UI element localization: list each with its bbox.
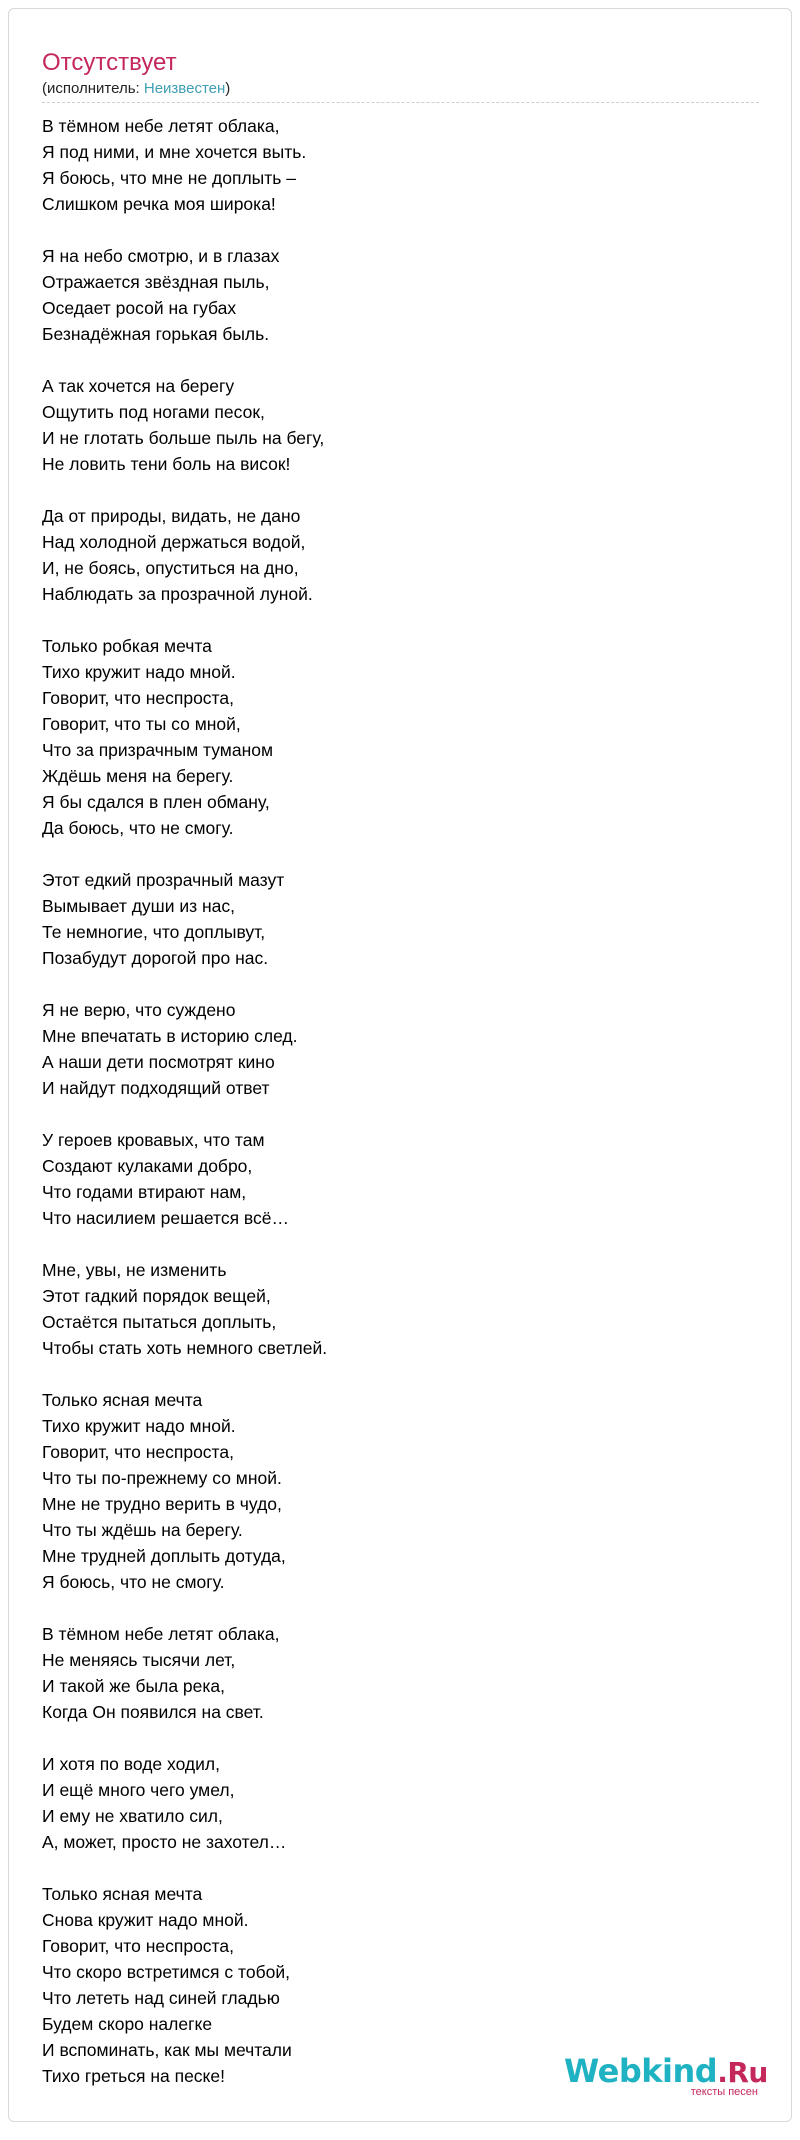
artist-suffix: )	[225, 80, 231, 97]
lyrics-line: Говорит, что неспроста,	[42, 688, 234, 708]
lyrics-line: Ждёшь меня на берегу.	[42, 766, 234, 786]
lyrics-stanza	[42, 1387, 602, 1595]
lyrics-line: Я на небо смотрю, и в глазах	[42, 246, 280, 266]
lyrics-line: Тихо кружит надо мной.	[42, 1416, 236, 1436]
lyrics-stanza	[42, 373, 602, 477]
title-divider	[42, 102, 759, 103]
lyrics-line: И вспоминать, как мы мечтали	[42, 2040, 292, 2060]
lyrics-line: Будем скоро налегке	[42, 2014, 213, 2034]
lyrics-line: Тихо кружит надо мной.	[42, 662, 236, 682]
lyrics-line: Снова кружит надо мной.	[42, 1910, 249, 1930]
lyrics-line: Мне трудней доплыть дотуда,	[42, 1546, 286, 1566]
lyrics-line: И, не боясь, опуститься на дно,	[42, 558, 299, 578]
lyrics-line: Остаётся пытаться доплыть,	[42, 1312, 277, 1332]
lyrics-line: И не глотать больше пыль на бегу,	[42, 428, 325, 448]
lyrics-line: Да боюсь, что не смогу.	[42, 818, 234, 838]
lyrics-line: Вымывает души из нас,	[42, 896, 236, 916]
lyrics-line: Я не верю, что суждено	[42, 1000, 236, 1020]
lyrics-line: У героев кровавых, что там	[42, 1130, 265, 1150]
lyrics-line: Я под ними, и мне хочется выть.	[42, 142, 307, 162]
lyrics-line: Что годами втирают нам,	[42, 1182, 247, 1202]
lyrics-line: Что ты по-прежнему со мной.	[42, 1468, 282, 1488]
lyrics-line: Когда Он появился на свет.	[42, 1702, 264, 1722]
lyrics-stanza	[42, 1881, 602, 2089]
lyrics-line: Говорит, что неспроста,	[42, 1442, 234, 1462]
lyrics-line: Говорит, что ты со мной,	[42, 714, 241, 734]
lyrics-line: Мне впечатать в историю след.	[42, 1026, 298, 1046]
lyrics-line: Не ловить тени боль на висок!	[42, 454, 291, 474]
logo-main-text: Webkind	[564, 2052, 718, 2090]
lyrics-line: Что скоро встретимся с тобой,	[42, 1962, 290, 1982]
lyrics-line: Создают кулаками добро,	[42, 1156, 253, 1176]
artist-link[interactable]: Неизвестен	[143, 80, 226, 97]
lyrics-line: Я бы сдался в плен обману,	[42, 792, 270, 812]
logo-domain-text: .Ru	[717, 2056, 768, 2089]
lyrics-line: Что ты ждёшь на берегу.	[42, 1520, 243, 1540]
lyrics-line: И найдут подходящий ответ	[42, 1078, 270, 1098]
lyrics-stanza	[42, 1257, 602, 1361]
lyrics-line: Те немногие, что доплывут,	[42, 922, 266, 942]
lyrics-stanza	[42, 113, 602, 217]
lyrics-line: А так хочется на берегу	[42, 376, 235, 396]
lyrics-line: Тихо греться на песке!	[42, 2066, 225, 2086]
lyrics-line: Говорит, что неспроста,	[42, 1936, 234, 1956]
lyrics-line: Да от природы, видать, не дано	[42, 506, 301, 526]
lyrics-line: Только ясная мечта	[42, 1884, 203, 1904]
lyrics-line: А, может, просто не захотел…	[42, 1832, 287, 1852]
lyrics-stanza	[42, 867, 602, 971]
lyrics-line: Этот едкий прозрачный мазут	[42, 870, 285, 890]
webkind-logo[interactable]	[564, 2052, 768, 2099]
lyrics-line: И хотя по воде ходил,	[42, 1754, 220, 1774]
lyrics-stanza	[42, 503, 602, 607]
lyrics-line: Позабудут дорогой про нас.	[42, 948, 269, 968]
lyrics-line: Только робкая мечта	[42, 636, 212, 656]
lyrics-stanza	[42, 1751, 602, 1855]
lyrics-line: Наблюдать за прозрачной луной.	[42, 584, 313, 604]
lyrics-line: Не меняясь тысячи лет,	[42, 1650, 236, 1670]
lyrics-line: И ему не хватило сил,	[42, 1806, 223, 1826]
logo-tagline: тексты песен	[690, 2086, 758, 2098]
lyrics-line: Безнадёжная горькая быль.	[42, 324, 270, 344]
lyrics-line: Ощутить под ногами песок,	[42, 402, 265, 422]
lyrics-stanza	[42, 633, 602, 841]
lyrics-line: Мне, увы, не изменить	[42, 1260, 227, 1280]
lyrics-line: Отражается звёздная пыль,	[42, 272, 270, 292]
lyrics-body	[42, 113, 602, 2115]
lyrics-line: И такой же была река,	[42, 1676, 226, 1696]
lyrics-line: Мне не трудно верить в чудо,	[42, 1494, 282, 1514]
song-title: Отсутствует	[42, 49, 177, 76]
lyrics-line: Оседает росой на губах	[42, 298, 237, 318]
lyrics-stanza	[42, 243, 602, 347]
lyrics-line: Чтобы стать хоть немного светлей.	[42, 1338, 328, 1358]
lyrics-line: Только ясная мечта	[42, 1390, 203, 1410]
lyrics-line: Я боюсь, что мне не доплыть –	[42, 168, 296, 188]
lyrics-line: Что лететь над синей гладью	[42, 1988, 280, 2008]
artist-line	[42, 80, 230, 98]
lyrics-line: Что насилием решается всё…	[42, 1208, 289, 1228]
lyrics-stanza	[42, 997, 602, 1101]
lyrics-line: В тёмном небе летят облака,	[42, 1624, 280, 1644]
lyrics-line: Я боюсь, что не смогу.	[42, 1572, 225, 1592]
lyrics-line: Что за призрачным туманом	[42, 740, 273, 760]
lyrics-stanza	[42, 1621, 602, 1725]
lyrics-line: А наши дети посмотрят кино	[42, 1052, 275, 1072]
lyrics-line: Слишком речка моя широка!	[42, 194, 276, 214]
lyrics-line: Над холодной держаться водой,	[42, 532, 306, 552]
lyrics-line: И ещё много чего умел,	[42, 1780, 235, 1800]
lyrics-stanza	[42, 1127, 602, 1231]
artist-prefix: (исполнитель:	[42, 80, 144, 97]
lyrics-page	[8, 8, 792, 2122]
lyrics-line: В тёмном небе летят облака,	[42, 116, 280, 136]
lyrics-line: Этот гадкий порядок вещей,	[42, 1286, 271, 1306]
